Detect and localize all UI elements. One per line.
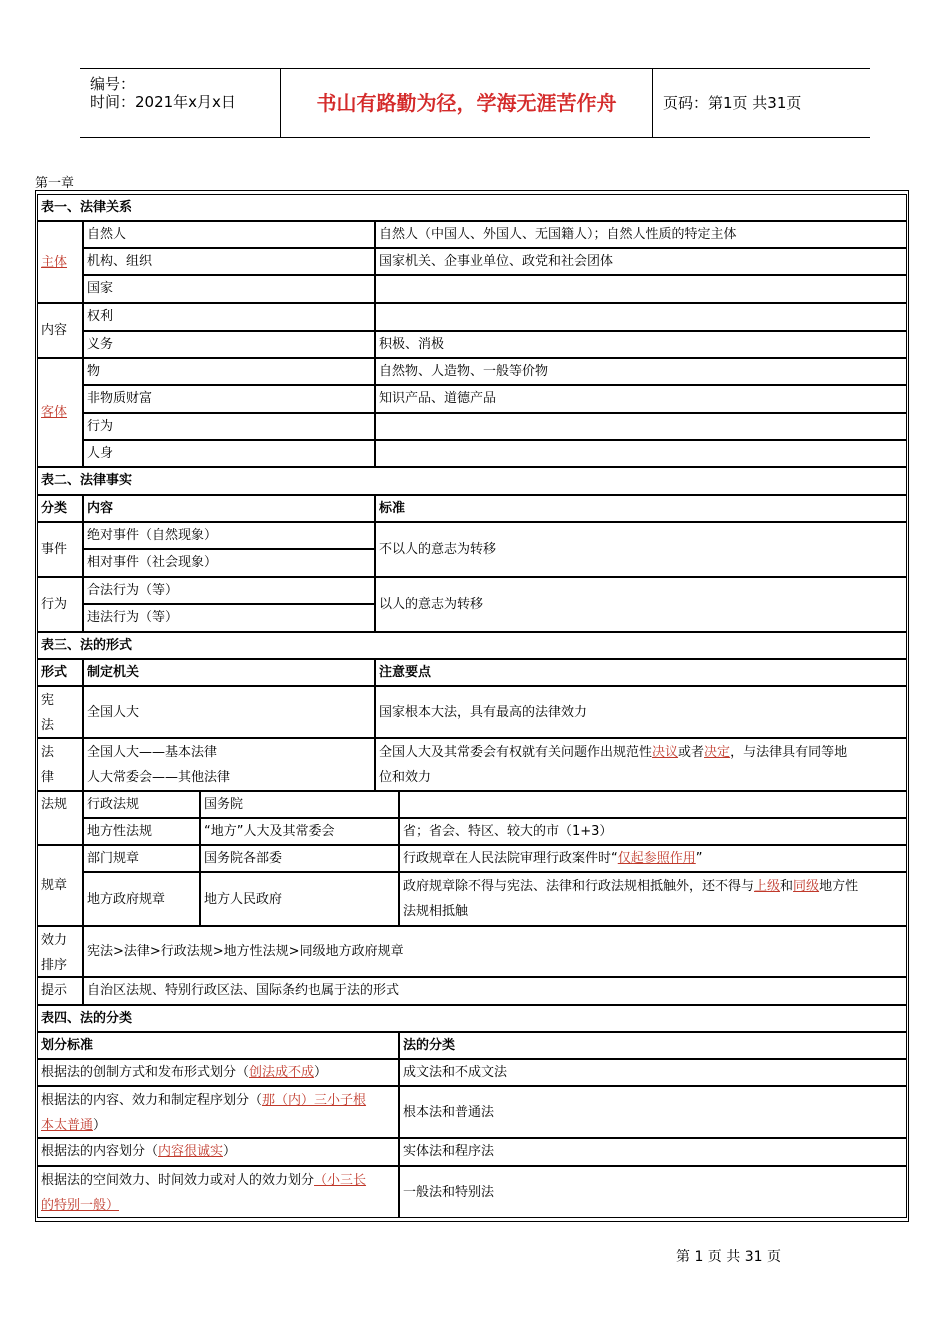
t1-cell: 人身 <box>83 440 375 467</box>
t2-event: 事件 <box>37 522 83 577</box>
t3-constitution: 宪 法 <box>37 686 83 738</box>
t2-title: 表二、法律事实 <box>37 467 907 495</box>
t2-act: 行为 <box>37 577 83 632</box>
chapter-title: 第一章 <box>35 176 75 191</box>
page-header <box>80 68 870 138</box>
t1-cell: 自然物、人造物、一般等价物 <box>375 358 907 385</box>
t3-cell: 地方政府规章 <box>83 872 200 926</box>
t2-cell: 合法行为（等） <box>83 577 375 604</box>
t3-hierarchy: 效力 排序 <box>37 926 83 977</box>
t3-regulation: 法规 <box>37 791 83 845</box>
t3-cell: 国务院 <box>200 791 399 818</box>
t2-header: 标准 <box>375 495 907 522</box>
t1-cell-empty <box>375 440 907 467</box>
t3-cell: 地方人民政府 <box>200 872 399 926</box>
t3-rules-note1: 行政规章在人民法院审理行政案件时“仅起参照作用” <box>399 845 907 872</box>
t4-cell: 成文法和不成文法 <box>399 1059 907 1086</box>
t3-tip: 提示 <box>37 977 83 1005</box>
t2-header: 分类 <box>37 495 83 522</box>
page-label: 页码：第1页 共31页 <box>663 94 802 112</box>
page-footer: 第 1 页 共 31 页 <box>676 1249 781 1265</box>
t2-cell: 绝对事件（自然现象） <box>83 522 375 549</box>
t1-cell: 国家 <box>83 275 375 303</box>
t1-cell: 自然人 <box>83 221 375 248</box>
t3-cell: 自治区法规、特别行政区法、国际条约也属于法的形式 <box>83 977 907 1005</box>
t4-cell: 根据法的创制方式和发布形式划分（创法成不成） <box>37 1059 399 1086</box>
t3-cell: 省；省会、特区、较大的市（1+3） <box>399 818 907 845</box>
t3-cell: 全国人大 <box>83 686 375 738</box>
t1-object: 客体 <box>37 358 83 467</box>
t4-cell: 根据法的空间效力、时间效力或对人的效力划分（小三长 的特别一般） <box>37 1166 399 1218</box>
t2-cell: 以人的意志为转移 <box>375 577 907 632</box>
t3-rules: 规章 <box>37 845 83 926</box>
t3-cell: 部门规章 <box>83 845 200 872</box>
t3-header: 制定机关 <box>83 659 375 686</box>
header-meta <box>80 69 281 137</box>
t1-content: 内容 <box>37 303 83 358</box>
t1-cell-empty <box>375 275 907 303</box>
t4-cell: 根据法的内容划分（内容很诚实） <box>37 1138 399 1166</box>
t2-cell: 相对事件（社会现象） <box>83 549 375 577</box>
time-label: 时间：2021年x月x日 <box>90 93 236 111</box>
t3-cell: 宪法>法律>行政法规>地方性法规>同级地方政府规章 <box>83 926 907 977</box>
t1-cell: 自然人（中国人、外国人、无国籍人）；自然人性质的特定主体 <box>375 221 907 248</box>
t3-header: 注意要点 <box>375 659 907 686</box>
t1-cell: 知识产品、道德产品 <box>375 385 907 413</box>
t1-cell-empty <box>375 303 907 331</box>
t1-cell: 国家机关、企事业单位、政党和社会团体 <box>375 248 907 275</box>
t4-header: 划分标准 <box>37 1032 399 1059</box>
t4-cell: 一般法和特别法 <box>399 1166 907 1218</box>
t3-cell: “地方”人大及其常委会 <box>200 818 399 845</box>
t4-header: 法的分类 <box>399 1032 907 1059</box>
t1-cell: 非物质财富 <box>83 385 375 413</box>
t1-cell: 义务 <box>83 331 375 358</box>
t2-header: 内容 <box>83 495 375 522</box>
t3-law-note: 全国人大及其常委会有权就有关问题作出规范性决议或者决定，与法律具有同等地 位和效力 <box>375 738 907 791</box>
t1-cell: 行为 <box>83 413 375 440</box>
t1-subject: 主体 <box>37 221 83 303</box>
t1-cell-empty <box>375 413 907 440</box>
motto: 书山有路勤为径，学海无涯苦作舟 <box>281 69 653 137</box>
serial-label: 编号： <box>90 75 136 93</box>
t2-cell: 不以人的意志为转移 <box>375 522 907 577</box>
t3-cell: 地方性法规 <box>83 818 200 845</box>
t1-cell: 机构、组织 <box>83 248 375 275</box>
t3-cell-empty <box>399 791 907 818</box>
t3-cell: 国务院各部委 <box>200 845 399 872</box>
t4-cell: 根本法和普通法 <box>399 1086 907 1138</box>
t3-cell: 行政法规 <box>83 791 200 818</box>
t3-title: 表三、法的形式 <box>37 632 907 659</box>
t4-cell: 实体法和程序法 <box>399 1138 907 1166</box>
t3-law-body: 全国人大——基本法律 人大常委会——其他法律 <box>83 738 375 791</box>
t1-cell: 物 <box>83 358 375 385</box>
t3-rules-note2: 政府规章除不得与宪法、法律和行政法规相抵触外，还不得与上级和同级地方性 法规相抵触 <box>399 872 907 926</box>
t3-header: 形式 <box>37 659 83 686</box>
t3-cell: 国家根本大法，具有最高的法律效力 <box>375 686 907 738</box>
t1-cell: 权利 <box>83 303 375 331</box>
t4-cell: 根据法的内容、效力和制定程序划分（那（内）三小子根 本太普通） <box>37 1086 399 1138</box>
t2-cell: 违法行为（等） <box>83 604 375 632</box>
t4-title: 表四、法的分类 <box>37 1005 907 1032</box>
t1-cell: 积极、消极 <box>375 331 907 358</box>
t3-law: 法 律 <box>37 738 83 791</box>
t1-title: 表一、法律关系 <box>37 194 907 221</box>
